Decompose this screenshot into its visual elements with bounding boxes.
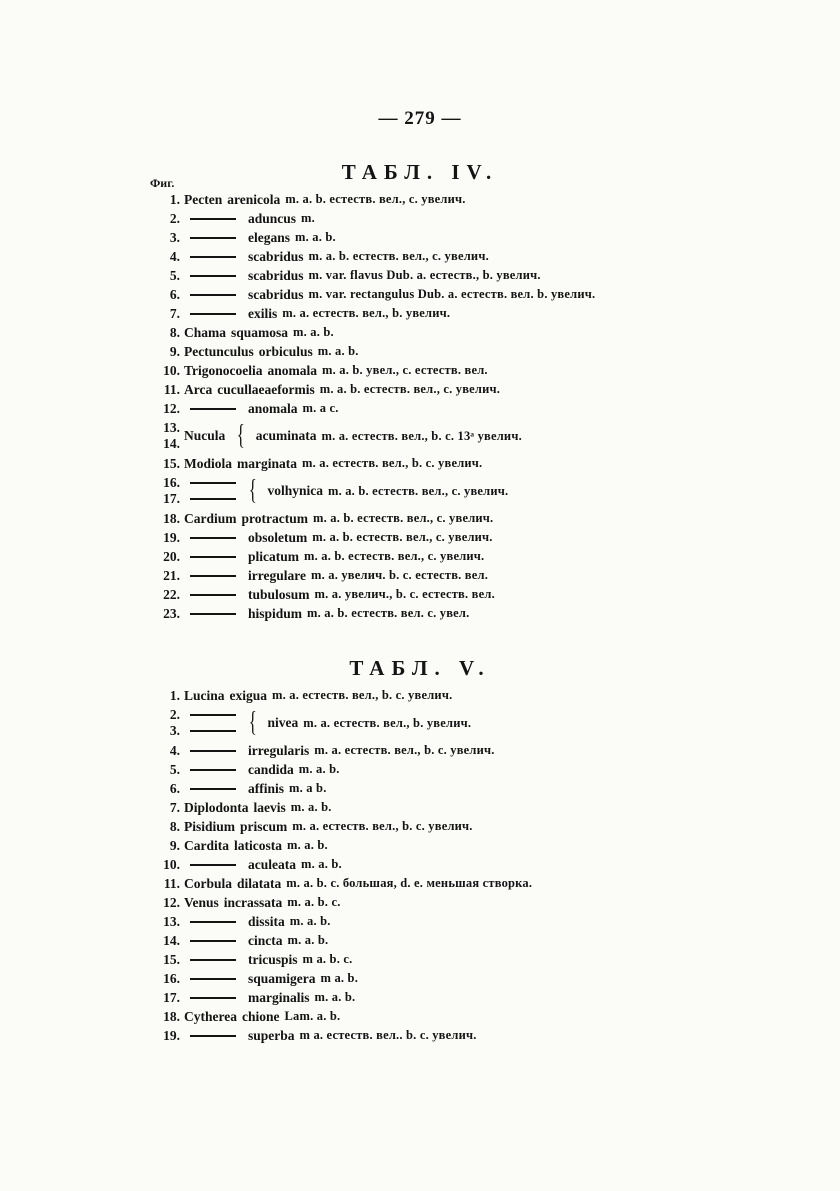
figure-description: m. a. b. естеств. вел., c. увелич. [312,530,493,544]
figure-description: m. a. b. естеств. вел., c. увелич. [304,549,485,563]
table-v-list [146,686,532,1045]
species-name: affinis [248,780,285,796]
species-name: anomala [248,400,298,416]
figure-number: 16. [163,475,180,490]
figure-number: 6. [169,780,180,796]
figure-number: 9. [169,837,180,853]
species-name: priscum [240,818,288,834]
fig-column-label: Фиг. [150,176,175,190]
figure-description: m. a. b. [287,838,328,852]
list-item [146,836,532,855]
list-item [146,760,532,779]
figure-number: 17. [163,989,180,1005]
species-name: volhynica [267,483,323,498]
figure-numbers [146,707,184,739]
genus-name: Lucina [184,687,225,703]
figure-description: m. a b. [289,781,327,795]
figure-description: m. a. b. естеств. вел., c. увелич. [308,249,489,263]
list-item [146,473,595,509]
figure-number: 14. [163,436,180,451]
figure-number: 4. [169,742,180,758]
list-item [146,969,532,988]
figure-number: 8. [169,818,180,834]
genus-name: Cardita [184,837,229,853]
list-item [146,950,532,969]
list-item [146,209,595,228]
ditto-dash [190,594,236,596]
list-item [146,988,532,1007]
figure-description: m. a. b. [289,914,331,928]
species-name: irregulare [248,567,306,583]
figure-description: m. a. естеств. вел., b. увелич. [303,715,472,730]
list-item [146,874,532,893]
species-name: anomala [267,362,318,378]
species-name: dilatata [237,875,282,891]
species-name: acuminata [255,428,317,443]
species-name: nivea [267,715,299,730]
brace-mark: { [248,707,257,738]
genus-name: Diplodonta [184,799,249,815]
ditto-dash [190,1035,236,1037]
brace-mark: { [236,420,246,451]
figure-description: m. a. b. [287,933,329,947]
figure-description: m. a. b. c. [287,895,341,909]
figure-description: m a. естеств. вел.. b. c. увелич. [299,1028,477,1042]
brace-mark: { [248,475,257,506]
figure-number: 20. [163,548,180,564]
list-item [146,931,532,950]
species-name: protractum [241,510,309,526]
species-name: tubulosum [248,586,310,602]
list-item [146,247,595,266]
figure-number: 5. [169,267,180,283]
figure-number: 23. [163,605,180,621]
figure-number: 7. [169,305,180,321]
figure-number: 3. [169,723,180,738]
figure-number: 12. [163,894,180,910]
list-item [146,228,595,247]
list-item [146,855,532,874]
figure-description: m. a. b. [290,800,332,814]
genus-name: Venus [184,894,219,910]
list-item [146,604,595,623]
figure-description: m. a. b. естеств. вел., c. увелич. [319,382,501,396]
figure-number: 14. [163,932,180,948]
genus-name: Corbula [184,875,233,891]
list-item [146,304,595,323]
figure-description: m a. b. c. [302,952,353,966]
genus-name: Cardium [184,510,237,526]
ditto-dash [190,218,236,220]
figure-number: 2. [169,707,180,722]
species-name: elegans [248,229,290,245]
table-iv-title: ТАБЛ. IV. [341,160,499,184]
species-name: exilis [248,305,278,321]
species-name: incrassata [223,894,283,910]
figure-description: m. a. естеств. вел., b. c. 13ᵃ увелич. [321,428,522,443]
species-name: chione [242,1008,280,1024]
figure-description: m. a. увелич., b. c. естеств. вел. [314,587,495,601]
figure-number: 10. [163,856,180,872]
ditto-dash [190,921,236,923]
species-name: aduncus [248,210,297,226]
figure-description: m. a. b. [301,857,342,871]
genus-name: Trigonocoelia [184,362,263,378]
table-v-title: ТАБЛ. V. [349,656,491,680]
species-name: tricuspis [248,951,298,967]
ditto-dash [190,482,236,484]
ditto-dash [190,788,236,790]
list-item [146,266,595,285]
species-name: aculeata [248,856,296,872]
ditto-dash [190,978,236,980]
figure-description: m. a. b. естеств. вел., c. увелич. [285,192,466,206]
figure-number: 2. [169,210,180,226]
figure-description: m. var. flavus Dub. a. естеств., b. увелич. [308,268,541,282]
species-name: plicatum [248,548,300,564]
figure-description: m. a. естеств. вел., b. c. увелич. [314,743,495,757]
figure-number: 5. [169,761,180,777]
figure-number: 7. [169,799,180,815]
species-name: marginata [237,455,298,471]
figure-number: 11. [163,875,180,891]
figure-description: m. a. b. [317,344,359,358]
figure-number: 22. [163,586,180,602]
figure-number: 16. [163,970,180,986]
list-item [146,686,532,705]
list-item [146,1026,532,1045]
list-item [146,285,595,304]
list-item [146,705,532,741]
page-number: — 279 — [378,108,462,129]
figure-description: m. a. естеств. вел., b. увелич. [282,306,451,320]
list-item [146,323,595,342]
genus-name: Cytherea [184,1008,237,1024]
list-item [146,798,532,817]
list-item [146,1007,532,1026]
figure-description: m. a. b. увел., c. естеств. вел. [322,363,488,377]
species-name: scabridus [248,248,304,264]
genus-name: Nucula [184,428,226,443]
figure-number: 21. [163,567,180,583]
figure-number: 8. [169,324,180,340]
ditto-dash [190,575,236,577]
species-name: squamigera [248,970,316,986]
figure-number: 19. [163,1027,180,1043]
figure-numbers [146,420,184,452]
species-name: hispidum [248,605,303,621]
figure-number: 19. [163,529,180,545]
figure-number: 18. [163,1008,180,1024]
genus-name: Pecten [184,191,223,207]
figure-description: m. a. b. [295,230,336,244]
species-name: candida [248,761,294,777]
ditto-dash [190,864,236,866]
ditto-dash [190,498,236,500]
list-item [146,509,595,528]
figure-description: Lam. a. b. [284,1009,341,1023]
list-item [146,912,532,931]
list-item [146,741,532,760]
ditto-dash [190,256,236,258]
ditto-dash [190,730,236,732]
ditto-dash [190,997,236,999]
table-iv-list [146,190,595,623]
species-name: obsoletum [248,529,308,545]
list-item [146,380,595,399]
figure-description: m. a. b. [298,762,340,776]
figure-number: 4. [169,248,180,264]
list-item [146,399,595,418]
ditto-dashes [184,714,236,732]
species-name: cucullaeaeformis [217,381,315,397]
figure-number: 3. [169,229,180,245]
species-name: orbiculus [258,343,313,359]
figure-description: m. a. b. [314,990,356,1004]
list-item [146,893,532,912]
ditto-dash [190,237,236,239]
figure-number: 10. [163,362,180,378]
genus-name: Pectunculus [184,343,254,359]
genus-name: Pisidium [184,818,236,834]
figure-description: m. [301,211,315,225]
figure-number: 1. [169,191,180,207]
figure-description: m. a. естеств. вел., b. c. увелич. [302,456,483,470]
figure-description: m. a c. [302,401,339,415]
list-item [146,528,595,547]
species-name: laticosta [234,837,282,853]
figure-description: m a. b. [320,971,359,985]
figure-number: 9. [169,343,180,359]
list-item [146,361,595,380]
figure-number: 12. [163,400,180,416]
ditto-dash [190,275,236,277]
list-item [146,817,532,836]
figure-description: m. a. b. естеств. вел., c. увелич. [327,483,509,498]
ditto-dash [190,959,236,961]
ditto-dash [190,769,236,771]
species-name: scabridus [248,267,304,283]
genus-name: Arca [184,381,213,397]
figure-number: 15. [163,951,180,967]
species-name: dissita [248,913,285,929]
figure-description: m. a. естеств. вел., b. c. увелич. [292,819,473,833]
figure-numbers [146,475,184,507]
ditto-dash [190,313,236,315]
species-name: scabridus [248,286,304,302]
figure-number: 18. [163,510,180,526]
figure-description: m. a. естеств. вел., b. c. увелич. [272,688,453,702]
species-name: marginalis [248,989,310,1005]
list-item [146,342,595,361]
figure-number: 6. [169,286,180,302]
species-name: laevis [253,799,286,815]
ditto-dash [190,714,236,716]
list-item [146,418,595,454]
list-item [146,585,595,604]
figure-description: m. a. b. естеств. вел., c. увелич. [313,511,494,525]
ditto-dash [190,613,236,615]
list-item [146,779,532,798]
species-name: irregularis [248,742,310,758]
genus-name: Chama [184,324,227,340]
list-item [146,190,595,209]
ditto-dash [190,750,236,752]
species-name: squamosa [231,324,289,340]
list-item [146,566,595,585]
figure-number: 13. [163,420,180,435]
ditto-dashes [184,482,236,500]
figure-number: 17. [163,491,180,506]
species-name: exigua [229,687,268,703]
list-item [146,454,595,473]
figure-description: m. a. b. естеств. вел. c. увел. [307,606,470,620]
genus-name: Modiola [184,455,233,471]
species-name: arenicola [227,191,281,207]
figure-description: m. a. b. c. большая, d. e. меньшая створка. [286,876,533,890]
figure-description: m. a. увелич. b. c. естеств. вел. [310,568,489,582]
species-name: superba [248,1027,295,1043]
figure-number: 11. [163,381,180,397]
ditto-dash [190,940,236,942]
figure-number: 1. [169,687,180,703]
ditto-dash [190,294,236,296]
figure-number: 13. [163,913,180,929]
figure-description: m. var. rectangulus Dub. a. естеств. вел. b. увелич. [308,287,596,301]
species-name: cincta [248,932,283,948]
figure-number: 15. [163,455,180,471]
figure-description: m. a. b. [293,325,334,339]
ditto-dash [190,556,236,558]
list-item [146,547,595,566]
ditto-dash [190,537,236,539]
ditto-dash [190,408,236,410]
